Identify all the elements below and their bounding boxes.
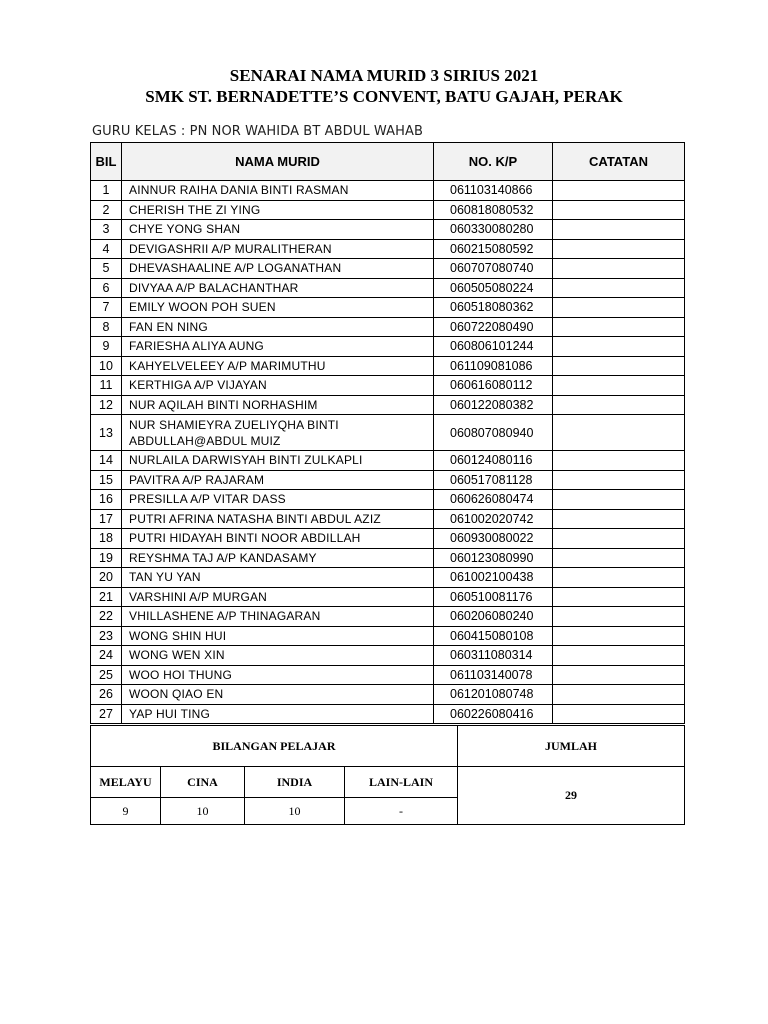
cell-nokp: 061002100438 [434, 568, 553, 588]
cell-bil: 22 [91, 607, 122, 627]
cell-catatan [553, 200, 685, 220]
cell-bil: 14 [91, 451, 122, 471]
cell-nama: EMILY WOON POH SUEN [122, 298, 434, 318]
cell-bil: 6 [91, 278, 122, 298]
cell-nokp: 061103140866 [434, 181, 553, 201]
cell-catatan [553, 704, 685, 724]
cell-nokp: 060505080224 [434, 278, 553, 298]
table-row [91, 298, 685, 318]
cell-catatan [553, 529, 685, 549]
summary-category-row [91, 767, 685, 798]
cell-nama: TAN YU YAN [122, 568, 434, 588]
cell-catatan [553, 451, 685, 471]
cell-nokp: 060626080474 [434, 490, 553, 510]
cell-nokp: 060510081176 [434, 587, 553, 607]
cell-nokp: 061201080748 [434, 685, 553, 705]
cell-nama: NUR AQILAH BINTI NORHASHIM [122, 395, 434, 415]
cell-catatan [553, 646, 685, 666]
cell-catatan [553, 298, 685, 318]
cell-catatan [553, 490, 685, 510]
table-row [91, 181, 685, 201]
cell-bil: 17 [91, 509, 122, 529]
student-rows [91, 181, 685, 724]
cell-bil: 23 [91, 626, 122, 646]
cell-bil: 3 [91, 220, 122, 240]
cell-bil: 24 [91, 646, 122, 666]
cell-bil: 13 [91, 415, 122, 451]
table-row [91, 259, 685, 279]
table-row [91, 646, 685, 666]
cell-nokp: 060807080940 [434, 415, 553, 451]
student-list-table [90, 142, 685, 724]
cell-nokp: 060518080362 [434, 298, 553, 318]
table-row [91, 607, 685, 627]
cell-bil: 4 [91, 239, 122, 259]
cell-bil: 20 [91, 568, 122, 588]
value-melayu: 9 [91, 798, 161, 825]
cell-bil: 16 [91, 490, 122, 510]
table-row [91, 337, 685, 357]
cell-catatan [553, 317, 685, 337]
column-header-nama: NAMA MURID [122, 143, 434, 181]
table-row [91, 278, 685, 298]
cell-bil: 1 [91, 181, 122, 201]
column-header-catatan: CATATAN [553, 143, 685, 181]
cell-nama: CHYE YONG SHAN [122, 220, 434, 240]
cell-nokp: 060330080280 [434, 220, 553, 240]
cell-nama: DIVYAA A/P BALACHANTHAR [122, 278, 434, 298]
table-row [91, 685, 685, 705]
cell-nokp: 060517081128 [434, 470, 553, 490]
column-header-bil: BIL [91, 143, 122, 181]
cell-nama: WONG SHIN HUI [122, 626, 434, 646]
cell-bil: 19 [91, 548, 122, 568]
cell-nama: CHERISH THE ZI YING [122, 200, 434, 220]
table-row [91, 239, 685, 259]
cell-bil: 26 [91, 685, 122, 705]
value-cina: 10 [161, 798, 245, 825]
cell-nama: PRESILLA A/P VITAR DASS [122, 490, 434, 510]
cell-nokp: 060122080382 [434, 395, 553, 415]
cell-catatan [553, 548, 685, 568]
cell-catatan [553, 607, 685, 627]
cell-nama: WONG WEN XIN [122, 646, 434, 666]
table-row [91, 451, 685, 471]
jumlah-label: JUMLAH [458, 726, 685, 767]
cell-bil: 21 [91, 587, 122, 607]
cell-catatan [553, 685, 685, 705]
cell-nama: DEVIGASHRII A/P MURALITHERAN [122, 239, 434, 259]
table-row [91, 587, 685, 607]
cell-nokp: 060215080592 [434, 239, 553, 259]
class-teacher-line: GURU KELAS : PN NOR WAHIDA BT ABDUL WAHAB [92, 124, 424, 139]
cell-nokp: 061103140078 [434, 665, 553, 685]
cell-bil: 9 [91, 337, 122, 357]
cell-catatan [553, 470, 685, 490]
cell-catatan [553, 376, 685, 396]
jumlah-value: 29 [458, 767, 685, 825]
cell-bil: 5 [91, 259, 122, 279]
cell-catatan [553, 239, 685, 259]
cell-bil: 7 [91, 298, 122, 318]
category-lain-lain: LAIN-LAIN [345, 767, 458, 798]
cell-bil: 2 [91, 200, 122, 220]
table-row [91, 395, 685, 415]
cell-catatan [553, 181, 685, 201]
cell-bil: 25 [91, 665, 122, 685]
cell-nokp: 061109081086 [434, 356, 553, 376]
table-row [91, 626, 685, 646]
cell-catatan [553, 356, 685, 376]
table-row [91, 376, 685, 396]
cell-nokp: 061002020742 [434, 509, 553, 529]
cell-nama: FARIESHA ALIYA AUNG [122, 337, 434, 357]
cell-bil: 10 [91, 356, 122, 376]
cell-bil: 18 [91, 529, 122, 549]
cell-nokp: 060806101244 [434, 337, 553, 357]
cell-catatan [553, 665, 685, 685]
table-row [91, 548, 685, 568]
category-melayu: MELAYU [91, 767, 161, 798]
column-header-nokp: NO. K/P [434, 143, 553, 181]
cell-nama: YAP HUI TING [122, 704, 434, 724]
cell-nama: VHILLASHENE A/P THINAGARAN [122, 607, 434, 627]
cell-nokp: 060206080240 [434, 607, 553, 627]
cell-nama: NURLAILA DARWISYAH BINTI ZULKAPLI [122, 451, 434, 471]
table-row [91, 509, 685, 529]
document-title: SENARAI NAMA MURID 3 SIRIUS 2021 [229, 66, 539, 85]
cell-nama: WOO HOI THUNG [122, 665, 434, 685]
cell-nokp: 060123080990 [434, 548, 553, 568]
cell-catatan [553, 278, 685, 298]
cell-nokp: 060226080416 [434, 704, 553, 724]
table-row [91, 200, 685, 220]
cell-nokp: 060616080112 [434, 376, 553, 396]
value-lain-lain: - [345, 798, 458, 825]
table-row [91, 568, 685, 588]
cell-nama: DHEVASHAALINE A/P LOGANATHAN [122, 259, 434, 279]
cell-nama: PUTRI AFRINA NATASHA BINTI ABDUL AZIZ [122, 509, 434, 529]
table-row [91, 317, 685, 337]
category-cina: CINA [161, 767, 245, 798]
table-row [91, 356, 685, 376]
cell-nokp: 060818080532 [434, 200, 553, 220]
cell-bil: 27 [91, 704, 122, 724]
summary-header-row [91, 726, 685, 767]
cell-bil: 15 [91, 470, 122, 490]
table-row [91, 665, 685, 685]
category-india: INDIA [245, 767, 345, 798]
cell-nama: VARSHINI A/P MURGAN [122, 587, 434, 607]
cell-bil: 11 [91, 376, 122, 396]
cell-nokp: 060311080314 [434, 646, 553, 666]
cell-nama: PUTRI HIDAYAH BINTI NOOR ABDILLAH [122, 529, 434, 549]
cell-catatan [553, 509, 685, 529]
table-row [91, 220, 685, 240]
table-row [91, 490, 685, 510]
cell-nokp: 060722080490 [434, 317, 553, 337]
cell-nama: WOON QIAO EN [122, 685, 434, 705]
cell-catatan [553, 415, 685, 451]
cell-nokp: 060124080116 [434, 451, 553, 471]
cell-nokp: 060930080022 [434, 529, 553, 549]
cell-nama: KERTHIGA A/P VIJAYAN [122, 376, 434, 396]
cell-nama: FAN EN NING [122, 317, 434, 337]
cell-bil: 8 [91, 317, 122, 337]
cell-catatan [553, 568, 685, 588]
cell-bil: 12 [91, 395, 122, 415]
bilangan-pelajar-label: BILANGAN PELAJAR [91, 726, 458, 767]
cell-nama: REYSHMA TAJ A/P KANDASAMY [122, 548, 434, 568]
table-row [91, 470, 685, 490]
cell-nokp: 060707080740 [434, 259, 553, 279]
cell-nama: KAHYELVELEEY A/P MARIMUTHU [122, 356, 434, 376]
cell-nama: NUR SHAMIEYRA ZUELIYQHA BINTI ABDULLAH@ABDUL MUIZ [122, 415, 434, 451]
cell-nama: PAVITRA A/P RAJARAM [122, 470, 434, 490]
school-name: SMK ST. BERNADETTE’S CONVENT, BATU GAJAH, PERAK [145, 87, 623, 106]
table-row [91, 529, 685, 549]
value-india: 10 [245, 798, 345, 825]
cell-catatan [553, 337, 685, 357]
table-row [91, 704, 685, 724]
table-row [91, 415, 685, 451]
cell-catatan [553, 259, 685, 279]
table-header-row [91, 143, 685, 181]
cell-catatan [553, 587, 685, 607]
cell-catatan [553, 395, 685, 415]
cell-nama: AINNUR RAIHA DANIA BINTI RASMAN [122, 181, 434, 201]
cell-nokp: 060415080108 [434, 626, 553, 646]
cell-catatan [553, 626, 685, 646]
cell-catatan [553, 220, 685, 240]
student-count-summary [90, 725, 685, 825]
